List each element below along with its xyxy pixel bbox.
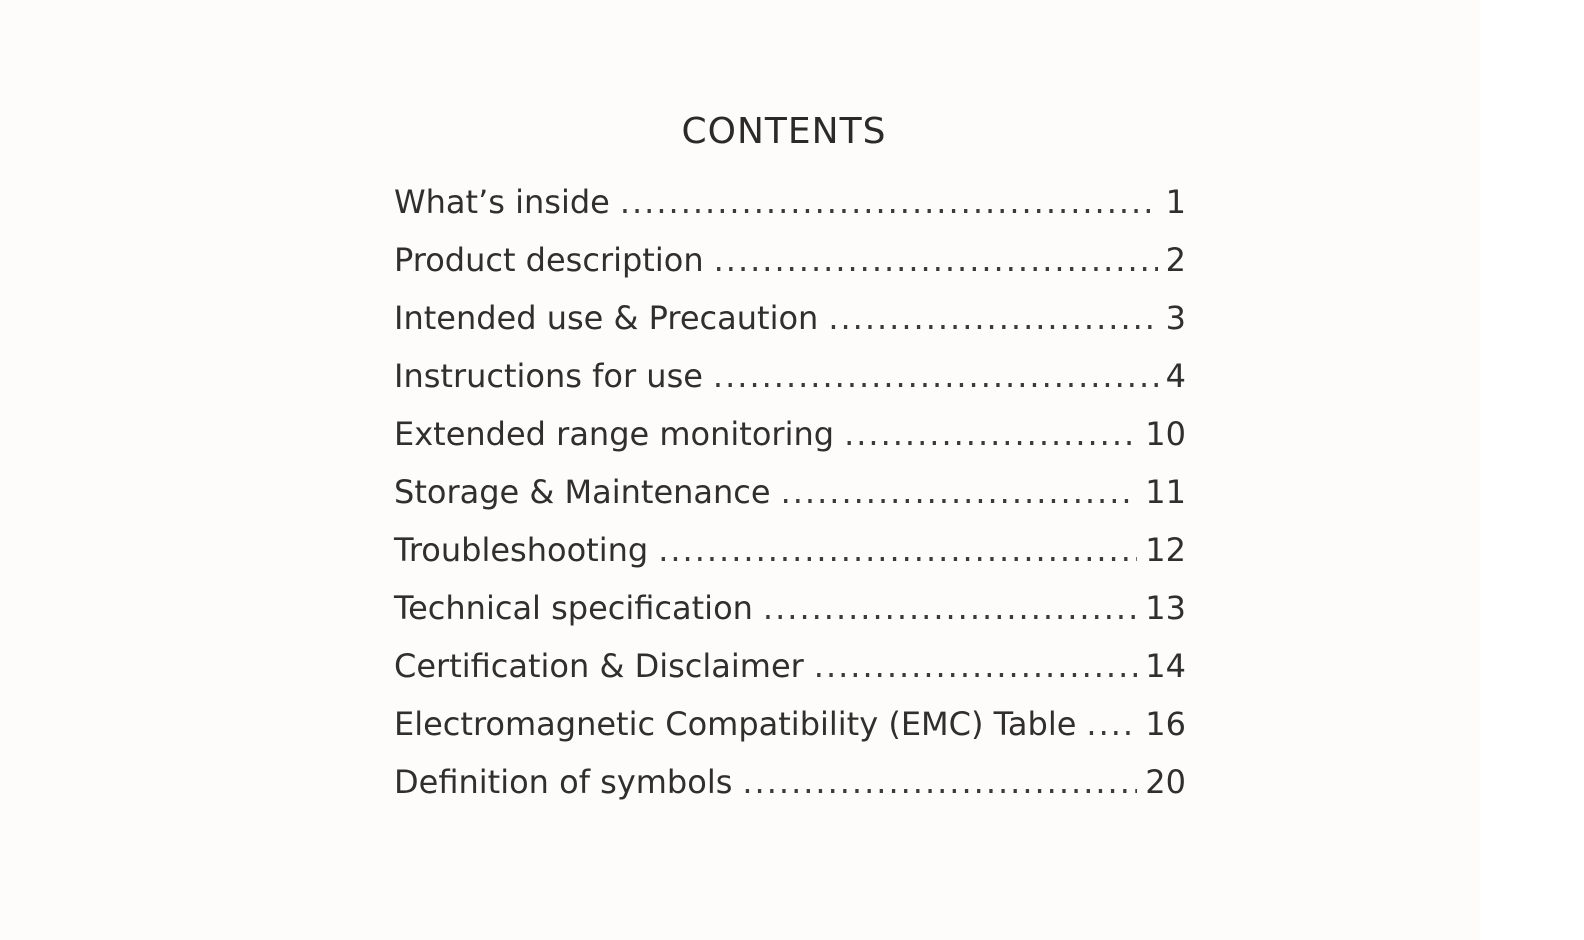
toc-entry-definition-of-symbols [394, 753, 1186, 811]
toc-entry-page-number: 16 [1145, 705, 1186, 743]
toc-entry-page-number: 3 [1165, 299, 1186, 337]
toc-entry-page-number: 4 [1165, 357, 1186, 395]
toc-entry-label: Technical specification [394, 589, 753, 627]
table-of-contents [394, 173, 1186, 811]
toc-entry-technical-specification [394, 579, 1186, 637]
dot-leader [844, 405, 1137, 463]
toc-entry-product-description [394, 231, 1186, 289]
dot-leader [742, 753, 1137, 811]
toc-entry-label: Product description [394, 241, 704, 279]
toc-entry-storage-maintenance [394, 463, 1186, 521]
toc-entry-page-number: 20 [1145, 763, 1186, 801]
dot-leader [658, 521, 1137, 579]
dot-leader [763, 579, 1137, 637]
toc-entry-certification-disclaimer [394, 637, 1186, 695]
toc-entry-page-number: 14 [1145, 647, 1186, 685]
toc-entry-page-number: 2 [1165, 241, 1186, 279]
toc-entry-page-number: 1 [1165, 183, 1186, 221]
toc-entry-label: Certification & Disclaimer [394, 647, 804, 685]
toc-entry-page-number: 12 [1145, 531, 1186, 569]
toc-entry-label: Definition of symbols [394, 763, 733, 801]
toc-entry-label: Troubleshooting [394, 531, 649, 569]
toc-entry-label: Electromagnetic Compatibility (EMC) Table [394, 705, 1077, 743]
toc-entry-intended-use [394, 289, 1186, 347]
toc-entry-page-number: 10 [1145, 415, 1186, 453]
contents-heading: CONTENTS [681, 111, 887, 152]
toc-entry-extended-range-monitoring [394, 405, 1186, 463]
dot-leader [713, 347, 1158, 405]
toc-entry-label: Intended use & Precaution [394, 299, 819, 337]
dot-leader [620, 173, 1158, 231]
dot-leader [1086, 695, 1137, 753]
toc-entry-page-number: 13 [1145, 589, 1186, 627]
dot-leader [714, 231, 1158, 289]
toc-entry-emc-table [394, 695, 1186, 753]
toc-entry-page-number: 11 [1145, 473, 1186, 511]
toc-entry-label: Instructions for use [394, 357, 703, 395]
toc-entry-troubleshooting [394, 521, 1186, 579]
dot-leader [814, 637, 1138, 695]
toc-entry-label: Extended range monitoring [394, 415, 835, 453]
toc-entry-label: What’s inside [394, 183, 610, 221]
dot-leader [781, 463, 1138, 521]
toc-entry-label: Storage & Maintenance [394, 473, 771, 511]
toc-entry-whats-inside [394, 173, 1186, 231]
dot-leader [828, 289, 1157, 347]
toc-entry-instructions-for-use [394, 347, 1186, 405]
